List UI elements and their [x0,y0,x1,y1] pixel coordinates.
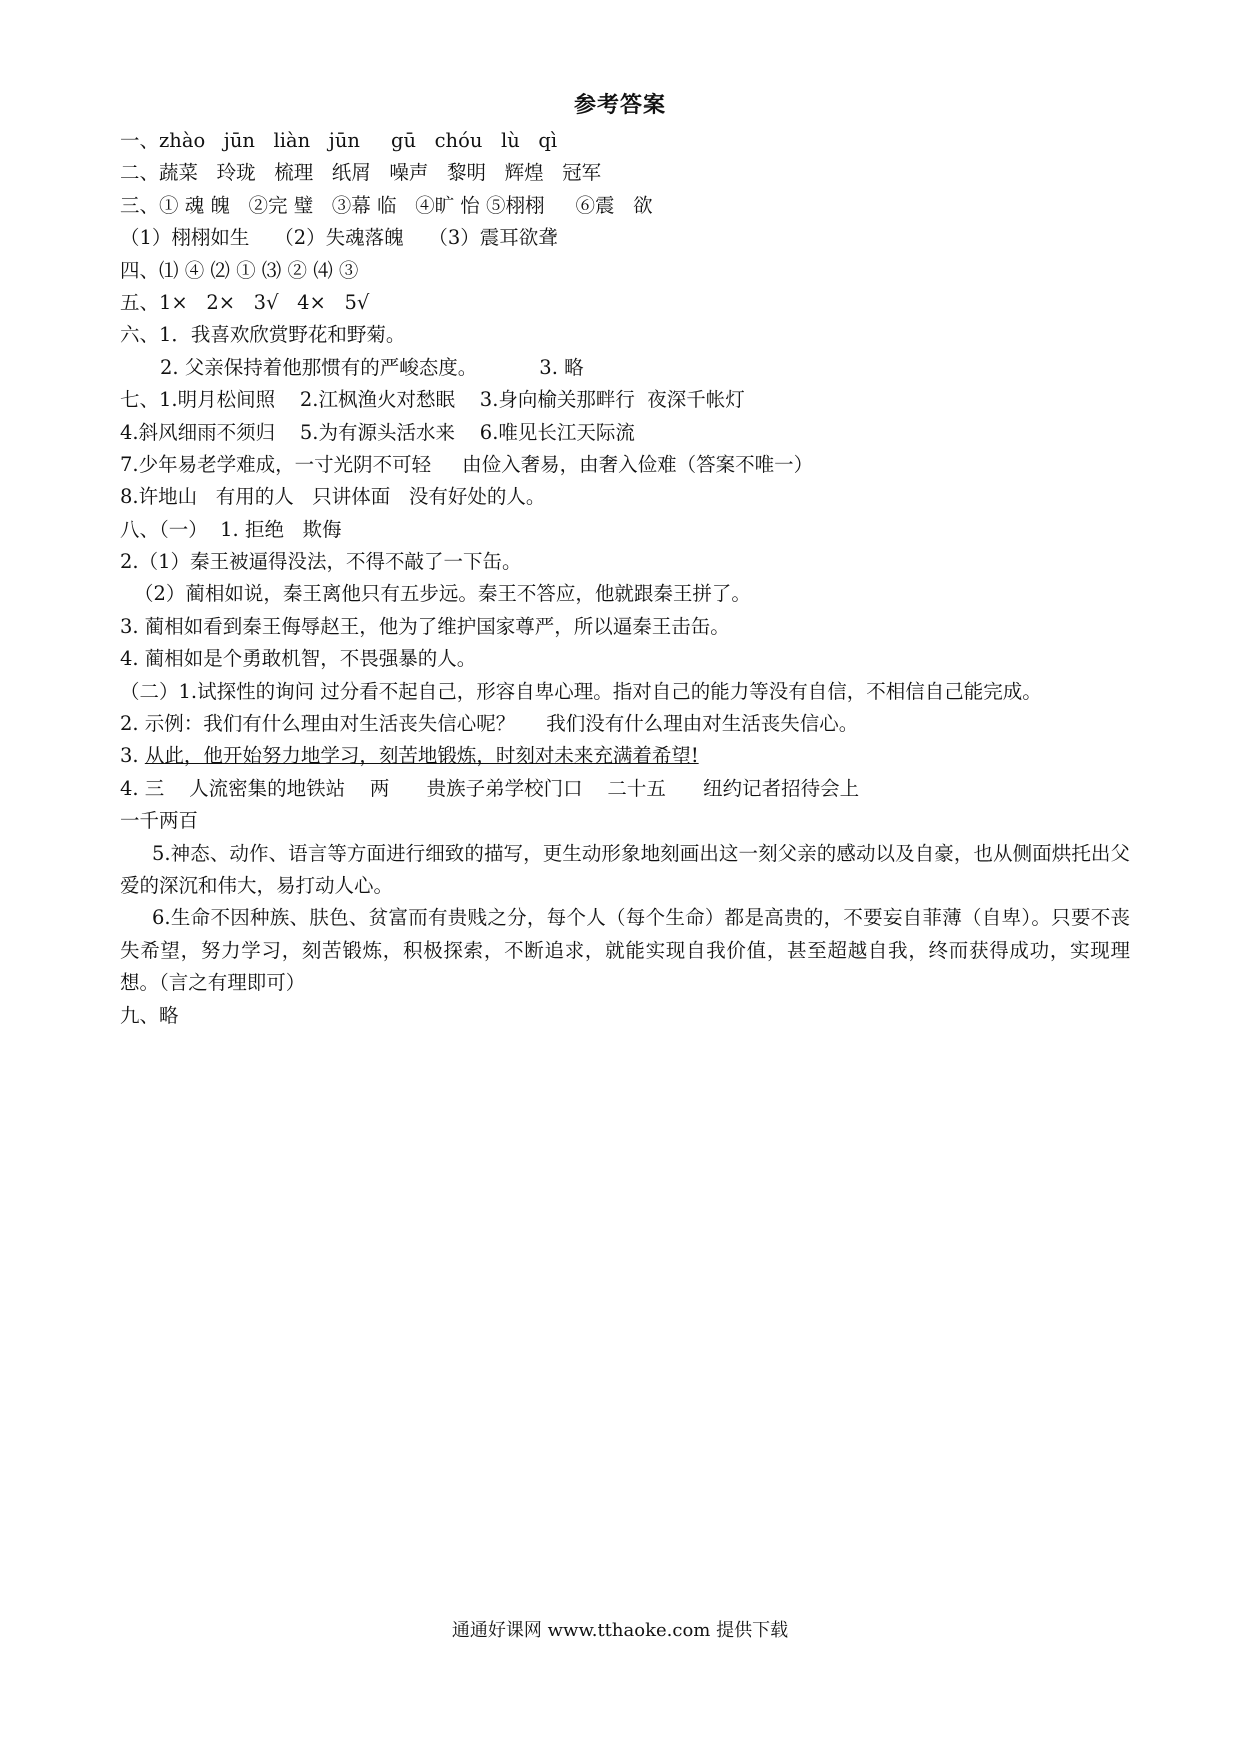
answer-line-17: 4. 蔺相如是个勇敢机智，不畏强暴的人。 [120,647,477,671]
page-title: 参考答案 [573,92,666,118]
answer-line-5: 四、⑴ ④ ⑵ ① ⑶ ② ⑷ ③ [120,258,359,282]
answer-line-3: 三、① 魂 魄 ②完 璧 ③幕 临 ④旷 怡 ⑤栩栩 ⑥震 欲 [120,193,653,217]
answer-line-15: （2）蔺相如说，秦王离他只有五步远。秦王不答应，他就跟秦王拼了。 [134,582,751,606]
answer-line-4: （1）栩栩如生 （2）失魂落魄 （3）震耳欲聋 [120,226,558,250]
answer-line-24: 6.生命不因种族、肤色、贫富而有贵贱之分，每个人（每个生命）都是高贵的，不要妄自菲薄（自卑）。只要不丧失希望，努力学习，刻苦锻炼，积极探索，不断追求，就能实现自我价值，甚至超越自我，终而获得成功，实现理想。（言之有理即可） [120,906,1130,995]
answer-line-10: 4.斜风细雨不须归 5.为有源头活水来 6.唯见长江天际流 [120,420,635,444]
answer-line-18: （二）1.试探性的询问 过分看不起自己，形容自卑心理。指对自己的能力等没有自信，不相信自己能完成。 [120,679,1042,703]
answer-line-13: 八、（一） 1. 拒绝 欺侮 [120,517,342,541]
answer-content [120,125,1130,1032]
answer-line-11: 7.少年易老学难成，一寸光阴不可轻 由俭入奢易，由奢入俭难（答案不唯一） [120,452,814,476]
answer-line-7: 六、1．我喜欢欣赏野花和野菊。 [120,323,406,347]
answer-line-20-prefix: 3. [120,744,145,768]
answer-line-8: 2. 父亲保持着他那惯有的严峻态度。 3. 略 [160,355,584,379]
answer-line-20 [120,740,1130,772]
answer-line-16: 3. 蔺相如看到秦王侮辱赵王，他为了维护国家尊严，所以逼秦王击缶。 [120,614,730,638]
answer-line-21: 4. 三 人流密集的地铁站 两 贵族子弟学校门口 二十五 纽约记者招待会上 [120,776,860,800]
answer-line-25: 九、略 [120,1003,179,1027]
answer-line-9: 七、1.明月松间照 2.江枫渔火对愁眠 3.身向榆关那畔行 夜深千帐灯 [120,388,745,412]
answer-line-6: 五、1× 2× 3√ 4× 5√ [120,290,370,314]
footer-source: 通通好课网 www.tthaoke.com 提供下载 [451,1620,789,1641]
underlined-answer: 从此，他开始努力地学习，刻苦地锻炼，时刻对未来充满着希望! [144,744,699,768]
answer-line-22: 一千两百 [120,809,199,833]
answer-line-1: 一、zhào jūn liàn jūn gū chóu lù qì [120,129,558,152]
answer-line-14: 2.（1）秦王被逼得没法，不得不敲了一下缶。 [120,550,522,574]
answer-line-23: 5.神态、动作、语言等方面进行细致的描写，更生动形象地刻画出这一刻父亲的感动以及自豪，也从侧面烘托出父爱的深沉和伟大，易打动人心。 [120,841,1130,898]
answer-line-19: 2. 示例：我们有什么理由对生活丧失信心呢？ 我们没有什么理由对生活丧失信心。 [120,712,859,736]
answer-line-12: 8.许地山 有用的人 只讲体面 没有好处的人。 [120,485,546,509]
answer-line-2: 二、蔬菜 玲珑 梳理 纸屑 噪声 黎明 辉煌 冠军 [120,161,602,185]
